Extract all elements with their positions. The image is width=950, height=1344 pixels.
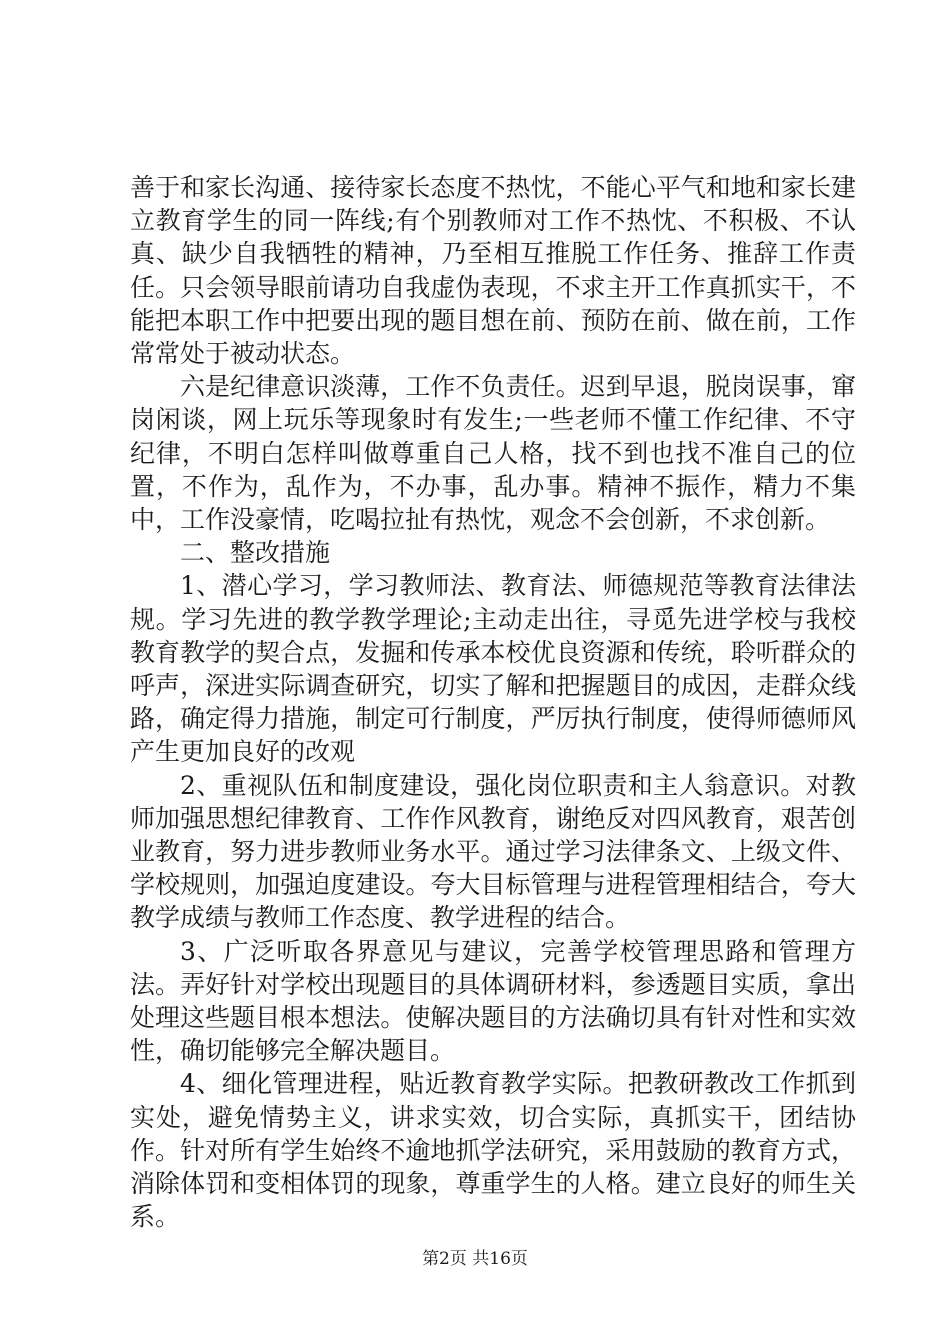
paragraph-2: 六是纪律意识淡薄，工作不负责任。迟到早退，脱岗误事，窜岗闲谈，网上玩乐等现象时有发生;一些老师不懂工作纪律、不守纪律，不明白怎样叫做尊重自己人格，找不到也找不准自己的位置，不作为，乱作为，不办事，乱办事。精神不振作，精力不集中，工作没豪情，吃喝拉扯有热忱，观念不会创新，不求创新。: [130, 372, 856, 535]
paragraph-measure-2: 2、重视队伍和制度建设，强化岗位职责和主人翁意识。对教师加强思想纪律教育、工作作风教育，谢绝反对四风教育，艰苦创业教育，努力进步教师业务水平。通过学习法律条文、上级文件、学校规则，加强迫度建设。夸大目标管理与进程管理相结合，夸大教学成绩与教师工作态度、教学进程的结合。: [130, 770, 856, 933]
page-footer: 第2页 共16页: [422, 1249, 528, 1269]
document-body: [130, 171, 856, 1234]
paragraph-1: 善于和家长沟通、接待家长态度不热忱，不能心平气和地和家长建立教育学生的同一阵线;有个别教师对工作不热忱、不积极、不认真、缺少自我牺牲的精神，乃至相互推脱工作任务、推辞工作责任。只会领导眼前请功自我虚伪表现，不求主开工作真抓实干，不能把本职工作中把要出现的题目想在前、预防在前、做在前，工作常常处于被动状态。: [130, 173, 856, 369]
paragraph-measure-4: 4、细化管理进程，贴近教育教学实际。把教研教改工作抓到实处，避免情势主义，讲求实效，切合实际，真抓实干，团结协作。针对所有学生始终不逾地抓学法研究，采用鼓励的教育方式，消除体罚和变相体罚的现象，尊重学生的人格。建立良好的师生关系。: [130, 1069, 856, 1232]
section-heading: 二、整改措施: [180, 538, 331, 568]
paragraph-measure-1: 1、潜心学习，学习教师法、教育法、师德规范等教育法律法规。学习先进的教学教学理论;主动走出往，寻觅先进学校与我校教育教学的契合点，发掘和传承本校优良资源和传统，聆听群众的呼声，深进实际调查研究，切实了解和把握题目的成因，走群众线路，确定得力措施，制定可行制度，严厉执行制度，使得师德师风产生更加良好的改观: [130, 571, 856, 767]
paragraph-measure-3: 3、广泛听取各界意见与建议，完善学校管理思路和管理方法。弄好针对学校出现题目的具体调研材料，参透题目实质，拿出处理这些题目根本想法。使解决题目的方法确切具有针对性和实效性，确切能够完全解决题目。: [130, 936, 856, 1066]
